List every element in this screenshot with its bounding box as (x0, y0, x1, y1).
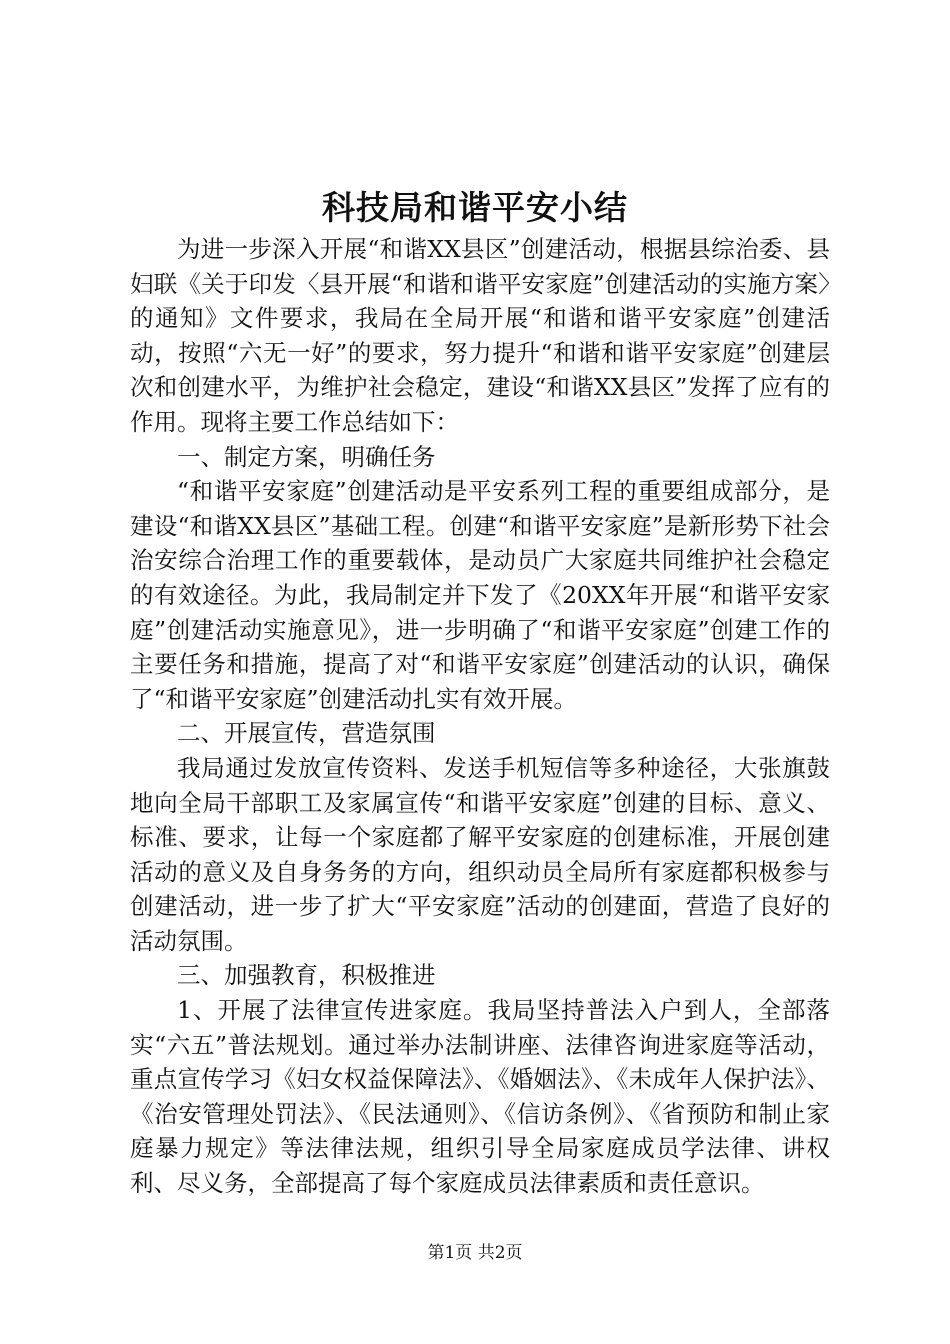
section-heading-2: 二、开展宣传，营造氛围 (177, 719, 436, 748)
section-2-paragraph: 我局通过发放宣传资料、发送手机短信等多种途径，大张旗鼓地向全局干部职工及家属宣传“和谐平安家庭”创建的目标、意义、标准、要求，让每一个家庭都了解平安家庭的创建标准，开展创建活动的意义及自身务务的方向，组织动员全局所有家庭都积极参与创建活动，进一步了扩大“平安家庭”活动的创建面，营造了良好的活动氛围。 (130, 753, 830, 955)
document-body (130, 232, 830, 1201)
section-1-paragraph: “和谐平安家庭”创建活动是平安系列工程的重要组成部分，是建设“和谐XX县区”基础工程。创建“和谐平安家庭”是新形势下社会治安综合治理工作的重要载体，是动员广大家庭共同维护社会稳定的有效途径。为此，我局制定并下发了《20XX年开展“和谐平安家庭”创建活动实施意见》，进一步明确了“和谐平安家庭”创建工作的主要任务和措施，提高了对“和谐平安家庭”创建活动的认识，确保了“和谐平安家庭”创建活动扎实有效开展。 (130, 477, 830, 713)
page-number-footer: 第1页 共2页 (427, 1243, 523, 1263)
section-3-paragraph: 1、开展了法律宣传进家庭。我局坚持普法入户到人，全部落实“六五”普法规划。通过举办法制讲座、法律咨询进家庭等活动，重点宣传学习《妇女权益保障法》、《婚姻法》、《未成年人保护法》、《治安管理处罚法》、《民法通则》、《信访条例》、《省预防和制止家庭暴力规定》等法律法规，组织引导全局家庭成员学法律、讲权利、尽义务，全部提高了每个家庭成员法律素质和责任意识。 (130, 996, 830, 1198)
document-title: 科技局和谐平安小结 (322, 188, 628, 227)
intro-paragraph: 为进一步深入开展“和谐XX县区”创建活动，根据县综治委、县妇联《关于印发〈县开展“和谐和谐平安家庭”创建活动的实施方案〉的通知》文件要求，我局在全局开展“和谐和谐平安家庭”创建活动，按照“六无一好”的要求，努力提升“和谐和谐平安家庭”创建层次和创建水平，为维护社会稳定，建设“和谐XX县区”发挥了应有的作用。现将主要工作总结如下： (130, 235, 830, 436)
section-heading-1: 一、制定方案，明确任务 (177, 442, 436, 471)
section-heading-3: 三、加强教育，积极推进 (177, 961, 436, 990)
